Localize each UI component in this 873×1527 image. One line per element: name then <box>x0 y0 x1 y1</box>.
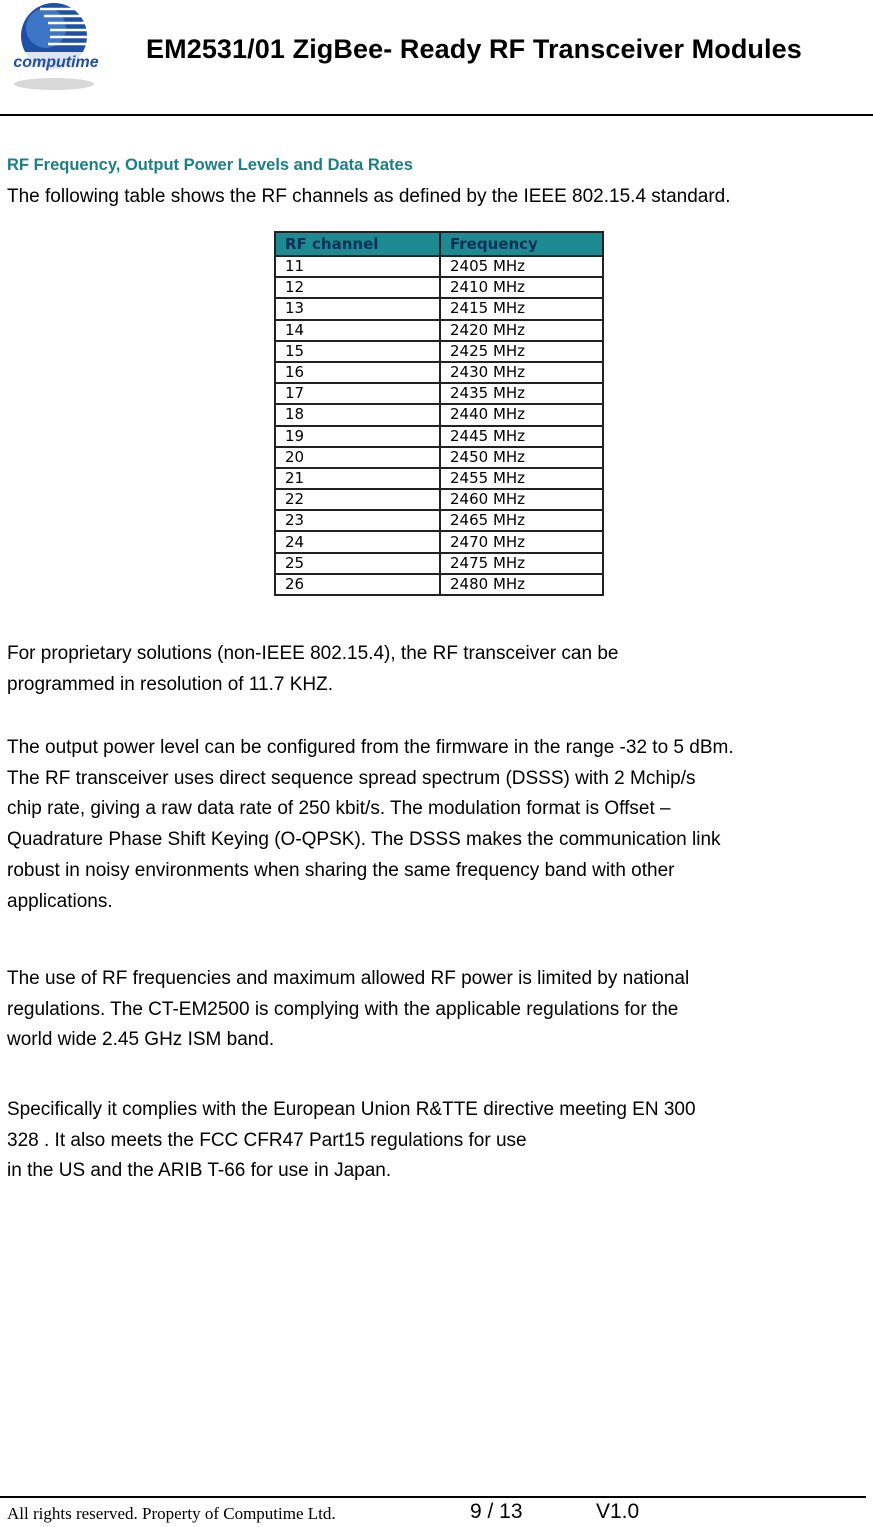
document-version: V1.0 <box>596 1500 640 1523</box>
table-row <box>275 362 603 383</box>
frequency-cell: 2435 MHz <box>440 383 603 404</box>
document-title: EM2531/01 ZigBee- Ready RF Transceiver Modules <box>146 34 802 64</box>
text-line: The output power level can be configured from the firmware in the range -32 to 5 dBm. <box>7 737 734 758</box>
frequency-cell: 2425 MHz <box>440 341 603 362</box>
column-header: Frequency <box>440 232 603 256</box>
channel-cell: 11 <box>275 256 440 277</box>
paragraph-proprietary <box>7 639 618 700</box>
frequency-cell: 2475 MHz <box>440 553 603 574</box>
header-divider <box>0 114 873 116</box>
table-row <box>275 383 603 404</box>
channel-cell: 17 <box>275 383 440 404</box>
frequency-cell: 2415 MHz <box>440 298 603 319</box>
table-row <box>275 574 603 595</box>
frequency-cell: 2450 MHz <box>440 447 603 468</box>
frequency-cell: 2440 MHz <box>440 404 603 425</box>
text-line: world wide 2.45 GHz ISM band. <box>7 1029 275 1051</box>
frequency-cell: 2480 MHz <box>440 574 603 595</box>
channel-cell: 19 <box>275 426 440 447</box>
section-heading: RF Frequency, Output Power Levels and Data Rates <box>7 156 413 174</box>
table-row <box>275 553 603 574</box>
rf-channel-table <box>274 231 604 596</box>
text-line: in the US and the ARIB T-66 for use in Japan. <box>7 1160 392 1182</box>
table-row <box>275 447 603 468</box>
text-line: programmed in resolution of 11.7 KHZ. <box>7 673 333 695</box>
table-header-row <box>275 232 603 256</box>
text-line: robust in noisy environments when sharing the same frequency band with other <box>7 859 675 881</box>
frequency-cell: 2430 MHz <box>440 362 603 383</box>
text-line: The use of RF frequencies and maximum allowed RF power is limited by national <box>7 968 690 989</box>
table-row <box>275 468 603 489</box>
computime-logo <box>6 0 110 92</box>
channel-cell: 15 <box>275 341 440 362</box>
paragraph-output-power <box>7 733 734 917</box>
channel-cell: 20 <box>275 447 440 468</box>
frequency-cell: 2445 MHz <box>440 426 603 447</box>
channel-cell: 13 <box>275 298 440 319</box>
page-number: 9 / 13 <box>470 1500 523 1523</box>
frequency-cell: 2460 MHz <box>440 489 603 510</box>
text-line: For proprietary solutions (non-IEEE 802.15.4), the RF transceiver can be <box>7 643 619 664</box>
table-row <box>275 426 603 447</box>
table-row <box>275 320 603 341</box>
footer-divider <box>0 1496 866 1498</box>
column-header: RF channel <box>275 232 440 256</box>
rf-table-body <box>275 256 603 595</box>
channel-cell: 12 <box>275 277 440 298</box>
frequency-cell: 2465 MHz <box>440 510 603 531</box>
channel-cell: 18 <box>275 404 440 425</box>
text-line: Specifically it complies with the European Union R&TTE directive meeting EN 300 <box>7 1099 696 1120</box>
channel-cell: 25 <box>275 553 440 574</box>
text-line: The RF transceiver uses direct sequence spread spectrum (DSSS) with 2 Mchip/s <box>7 767 696 789</box>
frequency-cell: 2420 MHz <box>440 320 603 341</box>
table-row <box>275 531 603 552</box>
table-row <box>275 341 603 362</box>
paragraph-regulations <box>7 964 689 1056</box>
table-row <box>275 489 603 510</box>
frequency-cell: 2455 MHz <box>440 468 603 489</box>
table-row <box>275 298 603 319</box>
channel-cell: 24 <box>275 531 440 552</box>
channel-cell: 22 <box>275 489 440 510</box>
paragraph-compliance <box>7 1095 696 1187</box>
table-row <box>275 277 603 298</box>
footer-rights: All rights reserved. Property of Computime Ltd. <box>7 1504 336 1523</box>
text-line: regulations. The CT-EM2500 is complying with the applicable regulations for the <box>7 998 679 1020</box>
intro-text: The following table shows the RF channels as defined by the IEEE 802.15.4 standard. <box>7 186 731 207</box>
channel-cell: 14 <box>275 320 440 341</box>
channel-cell: 21 <box>275 468 440 489</box>
text-line: Quadrature Phase Shift Keying (O-QPSK). The DSSS makes the communication link <box>7 829 721 851</box>
channel-cell: 26 <box>275 574 440 595</box>
table-row <box>275 256 603 277</box>
text-line: 328 . It also meets the FCC CFR47 Part15 regulations for use <box>7 1129 527 1151</box>
channel-cell: 23 <box>275 510 440 531</box>
frequency-cell: 2405 MHz <box>440 256 603 277</box>
frequency-cell: 2470 MHz <box>440 531 603 552</box>
text-line: chip rate, giving a raw data rate of 250 kbit/s. The modulation format is Offset – <box>7 798 671 820</box>
table-row <box>275 510 603 531</box>
text-line: applications. <box>7 890 113 912</box>
table-row <box>275 404 603 425</box>
channel-cell: 16 <box>275 362 440 383</box>
frequency-cell: 2410 MHz <box>440 277 603 298</box>
logo-wordmark: computime <box>13 54 99 71</box>
